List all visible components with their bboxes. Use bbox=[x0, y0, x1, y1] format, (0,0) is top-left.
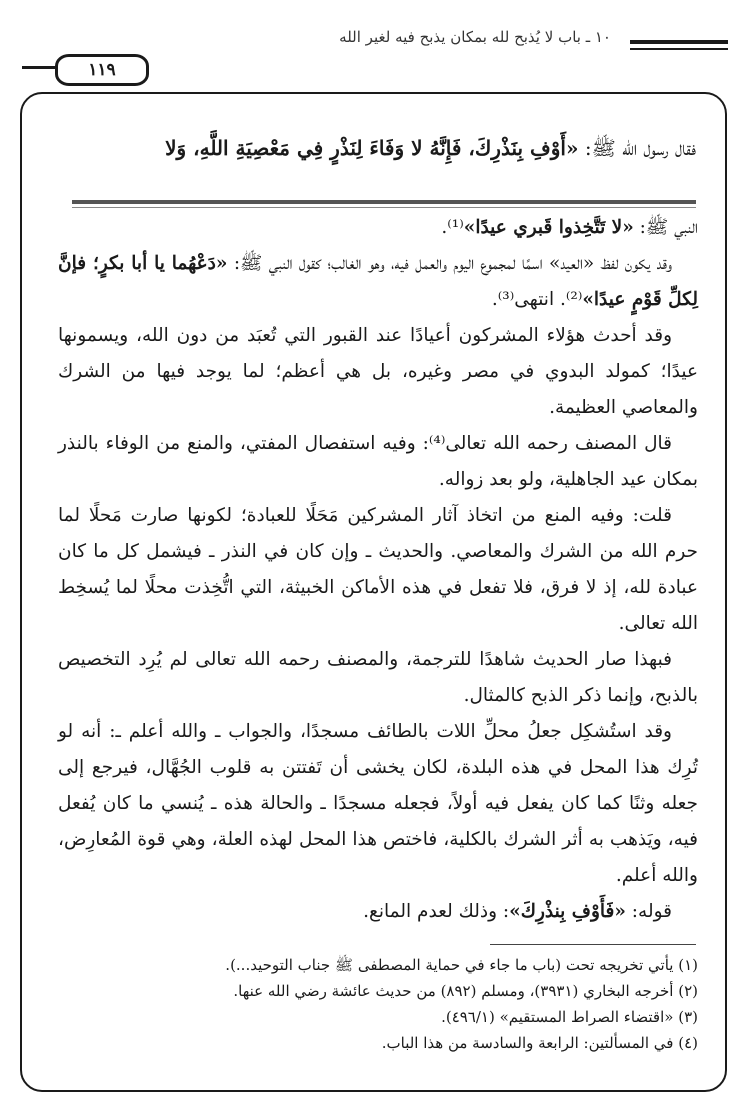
section-divider-thin bbox=[72, 207, 696, 208]
page-number: ١١٩ bbox=[55, 54, 149, 86]
section-divider bbox=[72, 200, 696, 204]
text: ⁽²⁾. انتهى⁽³⁾. bbox=[491, 289, 583, 310]
quote-prefix: فقال رسول الله ﷺ: bbox=[578, 136, 696, 160]
footnote: (٤) في المسألتين: الرابعة والسادسة من هذا الباب. bbox=[381, 1034, 698, 1052]
hadith-quote bbox=[55, 128, 696, 168]
hadith-text: «فَأَوْفِ بِنذْرِكَ» bbox=[509, 901, 626, 922]
paragraph bbox=[58, 210, 698, 246]
text: قوله: bbox=[625, 901, 672, 922]
paragraph bbox=[58, 894, 698, 930]
text: : وذلك لعدم المانع. bbox=[363, 901, 510, 922]
quote-bold: «أَوْفِ بِنَذْرِكَ، فَإِنَّهُ لا وَفَاءَ لِنَذْرٍ فِي مَعْصِيَةِ اللَّهِ، وَلا bbox=[165, 136, 579, 160]
footnotes bbox=[58, 952, 698, 1056]
paragraph: قال المصنف رحمه الله تعالى⁽⁴⁾: وفيه استفصال المفتي، والمنع من الوفاء بالنذر بمكان عيد الجاهلية، ولو بعد زواله. bbox=[58, 433, 698, 490]
text: وقد يكون لفظ «العيد» اسمًا لمجموع اليوم والعمل فيه، وهو الغالب؛ كقول النبي ﷺ: bbox=[227, 253, 673, 274]
paragraph: قلت: وفيه المنع من اتخاذ آثار المشركين مَحَلًا للعبادة؛ لكونها صارت مَحلًا لما حرم الله من الشرك والمعاصي. والحديث ـ وإن كان في النذر ـ فيشمل كل ما كان عبادة لله، إذ لا فرق، فلا تفعل في هذه الأماكن الخبيثة، التي اتُّخِذت محلًا لما يُسخِط الله تعالى. bbox=[58, 505, 698, 634]
paragraph bbox=[58, 246, 698, 318]
footnote-separator bbox=[490, 944, 696, 945]
header-rule bbox=[630, 48, 728, 50]
chapter-title: ١٠ ـ باب لا يُذبح لله بمكان يذبح فيه لغير الله bbox=[339, 28, 611, 46]
body-text bbox=[58, 210, 698, 930]
footnote: (٣) «اقتضاء الصراط المستقيم» (٤٩٦/١). bbox=[441, 1008, 698, 1026]
footnote: (٢) أخرجه البخاري (٣٩٣١)، ومسلم (٨٩٢) من حديث عائشة رضي الله عنها. bbox=[233, 982, 698, 1000]
footnote-ref: ⁽¹⁾. bbox=[441, 217, 464, 238]
header-rule bbox=[630, 40, 728, 44]
paragraph: وقد استُشكِل جعلُ محلِّ اللات بالطائف مسجدًا، والجواب ـ والله أعلم ـ: أنه لو تُرِك هذا المحل في هذه البلدة، لكان يخشى أن تَفتتن به قلوب الجُهَّال، فيرجع إلى جعله وثنًا كما كان يفعل فيه أولاً، فجعله مسجدًا ـ والحالة هذه ـ يُنسي ما كان يُفعل فيه، ويَذهب به أثر الشرك بالكلية، فاختص هذا المحل لهذه العلة، وهي قوة المُعارِض، والله أعلم. bbox=[58, 721, 698, 886]
text: النبي ﷺ: bbox=[633, 217, 698, 238]
paragraph: فبهذا صار الحديث شاهدًا للترجمة، والمصنف رحمه الله تعالى لم يُرِد التخصيص بالذبح، وإنما ذكر الذبح كالمثال. bbox=[58, 649, 698, 706]
hadith-text: «لا تَتَّخِذوا قَبري عيدًا» bbox=[463, 217, 634, 238]
hadith-text: «دَعْهُما يا أبا بكرٍ؛ فإنَّ لِكلِّ قَوْمٍ عيدًا» bbox=[58, 253, 698, 310]
paragraph: وقد أحدث هؤلاء المشركون أعيادًا عند القبور التي تُعبَد من دون الله، ويسمونها عيدًا؛ كمولد البدوي في مصر وغيره، بل هي أعظم؛ لما يوجد فيها من الشرك والمعاصي العظيمة. bbox=[58, 325, 698, 418]
footnote: (١) يأتي تخريجه تحت (باب ما جاء في حماية المصطفى ﷺ جناب التوحيد...). bbox=[225, 956, 698, 974]
